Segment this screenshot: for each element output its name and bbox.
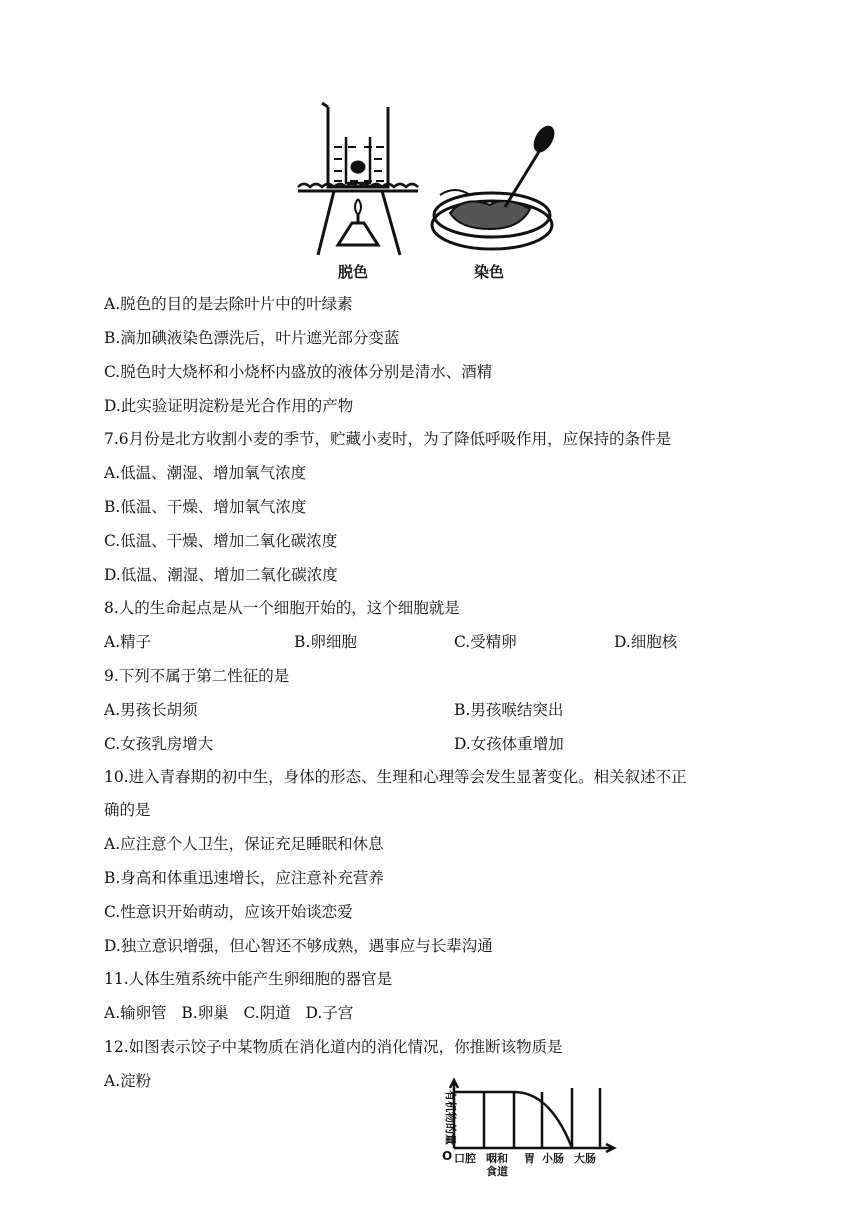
q8-stem: 8.人的生命起点是从一个细胞开始的，这个细胞就是: [104, 599, 460, 617]
q6-option-b: B.滴加碘液染色漂洗后，叶片遮光部分变蓝: [104, 329, 400, 347]
q10-stem-line2: 确的是: [104, 801, 151, 819]
q6-option-a: A.脱色的目的是去除叶片中的叶绿素: [104, 295, 353, 313]
q7-stem: 7.6月份是北方收割小麦的季节，贮藏小麦时，为了降低呼吸作用，应保持的条件是: [104, 430, 672, 448]
q7-option-c: C.低温、干燥、增加二氧化碳浓度: [104, 532, 338, 550]
graph-x-label-mouth: 口腔: [454, 1152, 476, 1165]
q8-option-b: B.卵细胞: [294, 633, 357, 651]
q8-option-d: D.细胞核: [614, 633, 678, 651]
graph-x-label-stomach: 胃: [524, 1152, 535, 1165]
q9-options-row2: [104, 733, 754, 755]
q12-option-a: A.淀粉: [104, 1072, 152, 1090]
graph-y-label: 有机物的量: [444, 1090, 457, 1145]
q6-option-c: C.脱色时大烧杯和小烧杯内盛放的液体分别是清水、酒精: [104, 363, 493, 381]
q9-option-b: B.男孩喉结突出: [454, 701, 564, 719]
q10-option-b: B.身高和体重迅速增长，应注意补充营养: [104, 869, 384, 887]
q8-option-c: C.受精卵: [454, 633, 517, 651]
q6-option-d: D.此实验证明淀粉是光合作用的产物: [104, 397, 354, 415]
q9-options-row1: [104, 699, 754, 721]
stain-apparatus: [432, 124, 557, 249]
q7-option-b: B.低温、干燥、增加氧气浓度: [104, 498, 307, 516]
q10-option-a: A.应注意个人卫生，保证充足睡眠和休息: [104, 835, 384, 853]
experiment-figure: [290, 95, 590, 285]
q9-option-d: D.女孩体重增加: [454, 735, 564, 753]
decolorize-apparatus: [298, 103, 418, 255]
stain-label: 染色: [474, 263, 505, 281]
graph-x-label-pharynx: 咽和: [486, 1152, 508, 1165]
graph-origin: O: [442, 1149, 453, 1163]
q9-option-a: A.男孩长胡须: [104, 701, 198, 719]
q7-option-d: D.低温、潮湿、增加二氧化碳浓度: [104, 566, 338, 584]
decolorize-label: 脱色: [338, 263, 369, 281]
q11-options: A.输卵管 B.卵巢 C.阴道 D.子宫: [104, 1004, 354, 1022]
graph-x-label-esophagus: 食道: [486, 1165, 508, 1178]
q12-stem: 12.如图表示饺子中某物质在消化道内的消化情况，你推断该物质是: [104, 1038, 563, 1056]
q8-options: [104, 631, 754, 653]
graph-x-label-large-intestine: 大肠: [574, 1152, 596, 1165]
q10-option-d: D.独立意识增强，但心智还不够成熟，遇事应与长辈沟通: [104, 937, 493, 955]
q8-option-a: A.精子: [104, 633, 152, 651]
q7-option-a: A.低温、潮湿、增加氧气浓度: [104, 464, 307, 482]
graph-x-label-small-intestine: 小肠: [542, 1152, 564, 1165]
q9-stem: 9.下列不属于第二性征的是: [104, 667, 290, 685]
q10-option-c: C.性意识开始萌动，应该开始谈恋爱: [104, 903, 353, 921]
q10-stem-line1: 10.进入青春期的初中生，身体的形态、生理和心理等会发生显著变化。相关叙述不正: [104, 768, 687, 786]
digestion-graph: [428, 1078, 628, 1178]
q11-stem: 11.人体生殖系统中能产生卵细胞的器官是: [104, 970, 393, 988]
q9-option-c: C.女孩乳房增大: [104, 735, 214, 753]
